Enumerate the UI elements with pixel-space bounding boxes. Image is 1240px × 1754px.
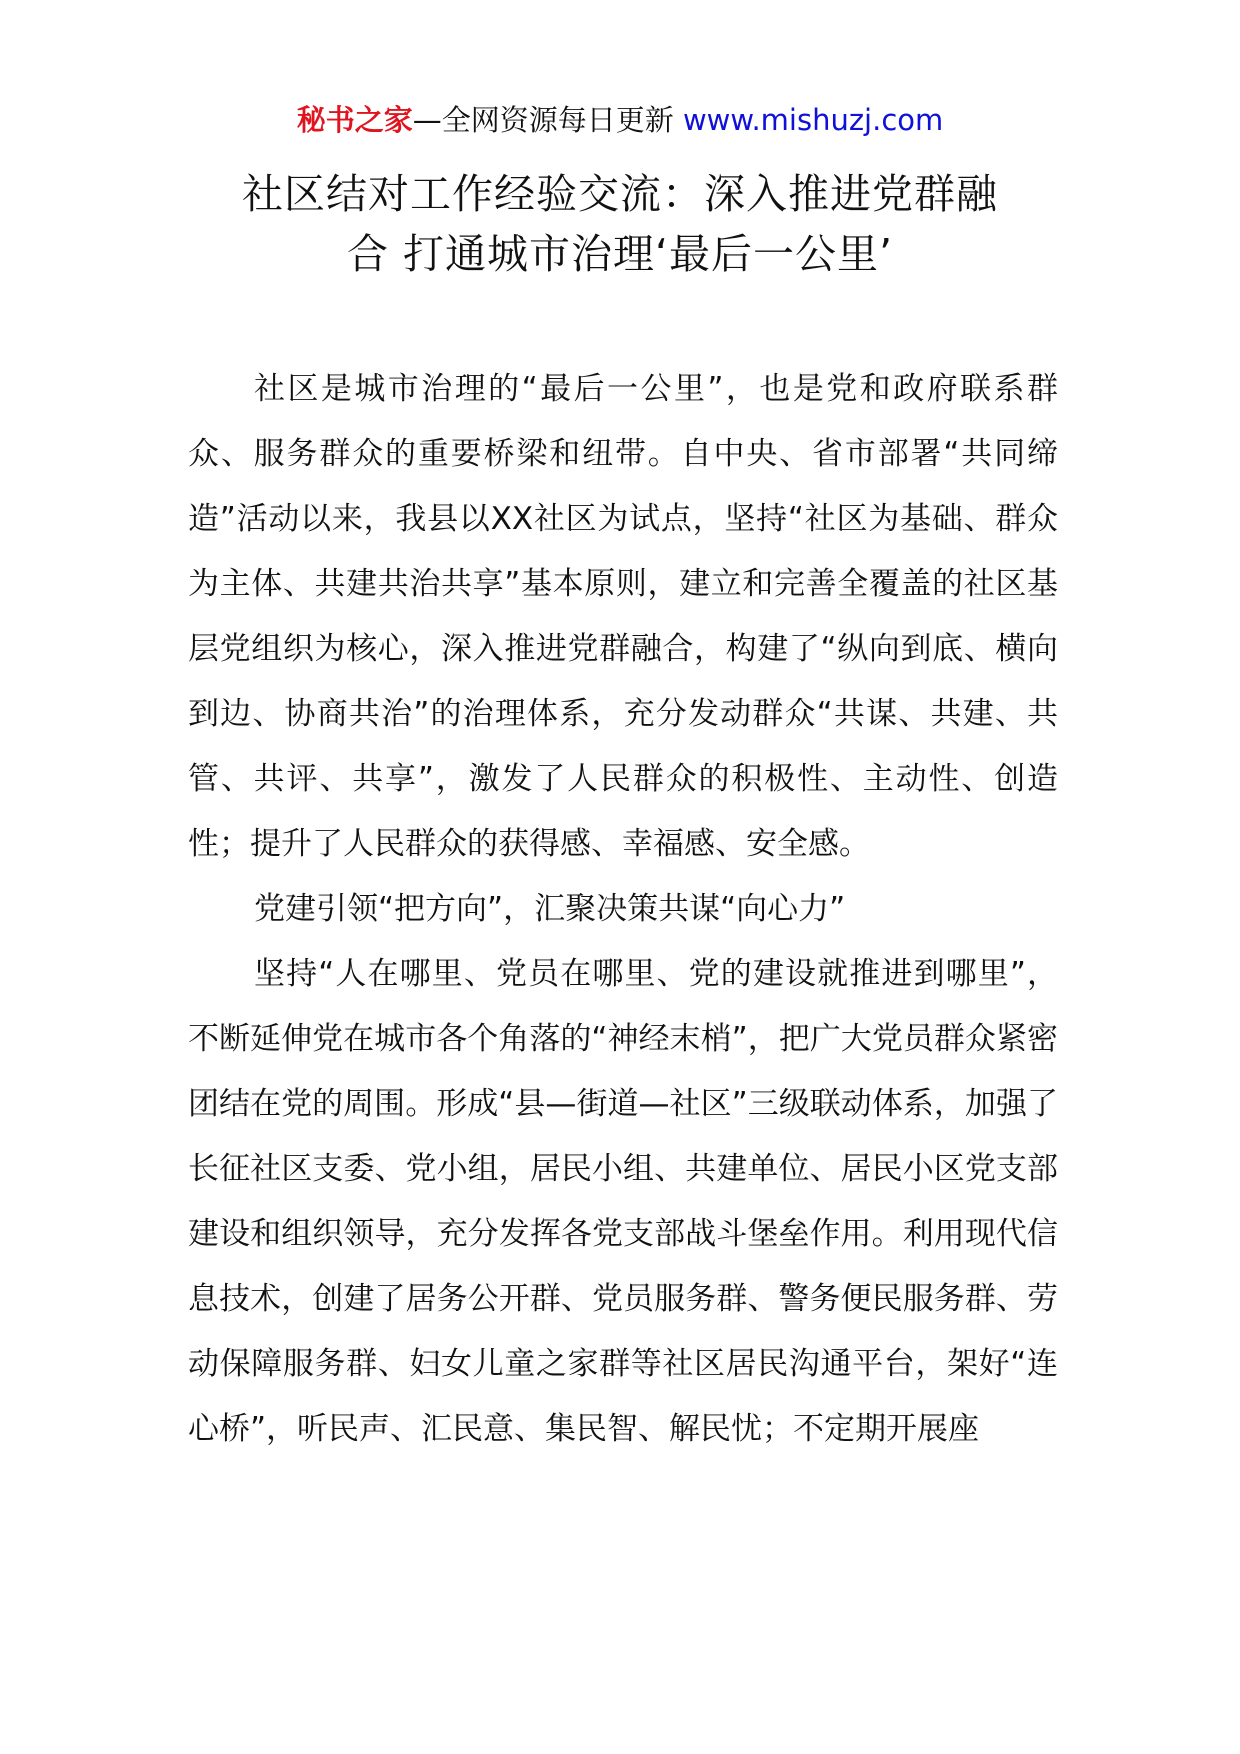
document-body — [188, 357, 1058, 1462]
title-line-2: 合 打通城市治理‘最后一公里’ — [346, 230, 894, 278]
header-slogan: —全网资源每日更新 — [412, 103, 674, 137]
document-title — [180, 164, 1060, 284]
body-paragraph: 坚持“人在哪里、党员在哪里、党的建设就推进到哪里”，不断延伸党在城市各个角落的“神经末梢”，把广大党员群众紧密团结在党的周围。形成“县—街道—社区”三级联动体系，加强了长征社区支委、党小组，居民小组、共建单位、居民小区党支部建设和组织领导，充分发挥各党支部战斗堡垒作用。利用现代信息技术，创建了居务公开群、党员服务群、警务便民服务群、劳动保障服务群、妇女儿童之家群等社区居民沟通平台，架好“连心桥”，听民声、汇民意、集民智、解民忧；不定期开展座 — [188, 956, 1058, 1447]
site-url-link[interactable]: www.mishuzj.com — [682, 103, 944, 137]
brand-name: 秘书之家 — [296, 103, 413, 137]
body-paragraph: 社区是城市治理的“最后一公里”，也是党和政府联系群众、服务群众的重要桥梁和纽带。自中央、省市部署“共同缔造”活动以来，我县以XX社区为试点，坚持“社区为基础、群众为主体、共建共治共享”基本原则，建立和完善全覆盖的社区基层党组织为核心，深入推进党群融合，构建了“纵向到底、横向到边、协商共治”的治理体系，充分发动群众“共谋、共建、共管、共评、共享”，激发了人民群众的积极性、主动性、创造性；提升了人民群众的获得感、幸福感、安全感。 — [188, 371, 1058, 862]
section-heading: 党建引领“把方向”，汇聚决策共谋“向心力” — [254, 891, 846, 927]
title-line-1: 社区结对工作经验交流：深入推进党群融 — [242, 170, 998, 218]
site-header — [0, 100, 1240, 140]
